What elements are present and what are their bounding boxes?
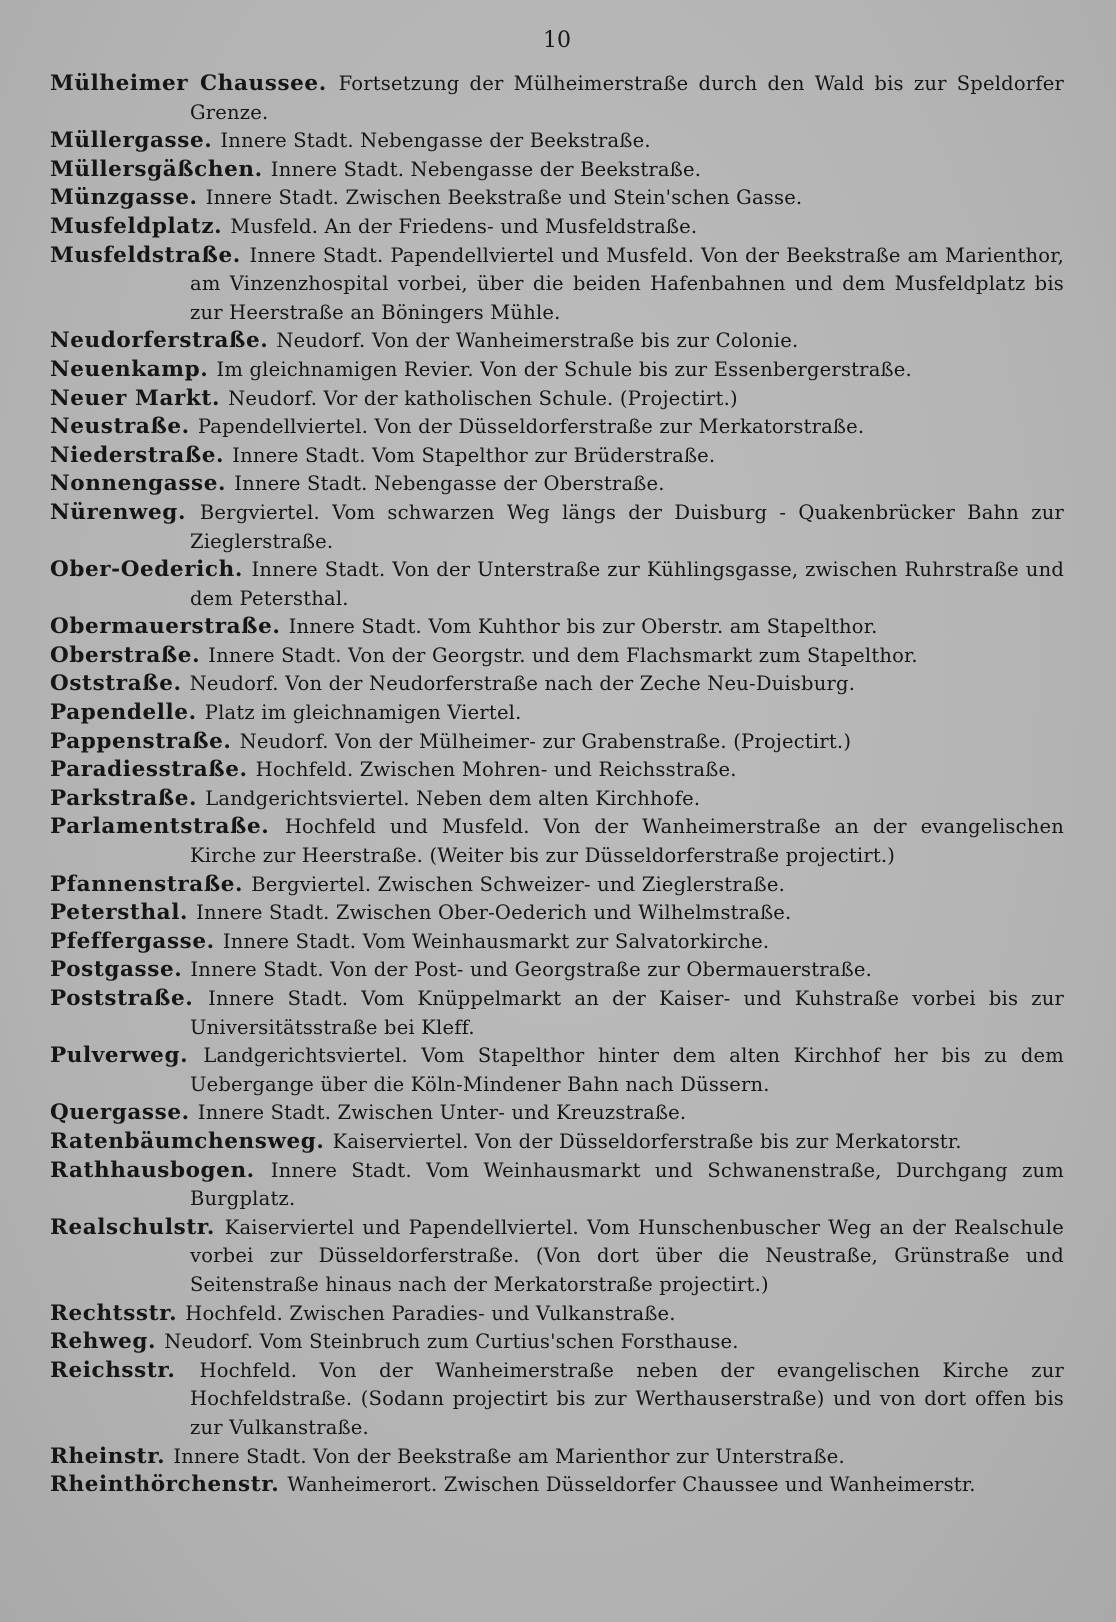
street-description: Innere Stadt. Von der Unterstraße zur Kühlingsgasse, zwischen Ruhrstraße und dem Petersthal. bbox=[190, 558, 1065, 610]
street-description: Innere Stadt. Nebengasse der Beekstraße. bbox=[270, 157, 702, 181]
street-name: Rathhausbogen. bbox=[50, 1157, 255, 1183]
street-name: Neustraße. bbox=[50, 414, 190, 440]
directory-entry bbox=[50, 1042, 1064, 1099]
directory-entry bbox=[50, 413, 1064, 442]
street-description: Innere Stadt. Nebengasse der Beekstraße. bbox=[220, 129, 651, 153]
directory-entry bbox=[50, 184, 1064, 213]
directory-entry bbox=[50, 785, 1064, 814]
directory-entry bbox=[50, 928, 1064, 957]
street-name: Pfeffergasse. bbox=[50, 928, 215, 954]
street-name: Niederstraße. bbox=[50, 442, 225, 468]
street-description: Platz im gleichnamigen Viertel. bbox=[204, 701, 522, 725]
street-name: Obermauerstraße. bbox=[50, 614, 281, 640]
directory-entry bbox=[50, 1128, 1064, 1157]
page-number: 10 bbox=[543, 28, 571, 53]
street-name: Oststraße. bbox=[50, 671, 182, 697]
street-directory-list bbox=[50, 70, 1064, 1500]
directory-entry bbox=[50, 613, 1064, 642]
directory-entry bbox=[50, 127, 1064, 156]
street-description: Neudorf. Von der Neudorferstraße nach der Zeche Neu-Duisburg. bbox=[189, 672, 856, 696]
directory-entry bbox=[50, 1157, 1064, 1214]
directory-entry bbox=[50, 1357, 1064, 1443]
street-description: Innere Stadt. Zwischen Unter- und Kreuzstraße. bbox=[197, 1101, 687, 1125]
street-description: Innere Stadt. Zwischen Beekstraße und Stein'schen Gasse. bbox=[205, 186, 803, 210]
street-name: Rheinthörchenstr. bbox=[50, 1472, 280, 1498]
street-name: Müllergasse. bbox=[50, 128, 213, 154]
street-description: Kaiserviertel. Von der Düsseldorferstraße bis zur Merkatorstr. bbox=[332, 1129, 962, 1153]
street-name: Postgasse. bbox=[50, 957, 183, 983]
directory-entry bbox=[50, 213, 1064, 242]
street-name: Nonnengasse. bbox=[50, 471, 227, 497]
street-name: Rehweg. bbox=[50, 1329, 157, 1355]
street-name: Parlamentstraße. bbox=[50, 814, 270, 840]
street-description: Innere Stadt. Nebengasse der Oberstraße. bbox=[234, 472, 665, 496]
street-name: Pappenstraße. bbox=[50, 728, 232, 754]
directory-entry bbox=[50, 756, 1064, 785]
street-name: Nürenweg. bbox=[50, 499, 187, 525]
directory-entry bbox=[50, 556, 1064, 613]
street-name: Neuenkamp. bbox=[50, 356, 209, 382]
directory-entry bbox=[50, 699, 1064, 728]
street-description: Landgerichtsviertel. Vom Stapelthor hinter dem alten Kirchhof her bis zu dem Uebergange über die Köln-Mindener Bahn nach Düssern. bbox=[190, 1044, 1064, 1096]
street-description: Papendellviertel. Von der Düsseldorferstraße zur Merkatorstraße. bbox=[197, 415, 865, 439]
street-description: Hochfeld und Musfeld. Von der Wanheimerstraße an der evangelischen Kirche zur Heerstraße. (Weiter bis zur Düsseldorferstraße projectirt.) bbox=[190, 815, 1064, 868]
street-name: Parkstraße. bbox=[50, 785, 198, 811]
directory-entry bbox=[50, 1099, 1064, 1128]
directory-entry bbox=[50, 728, 1064, 757]
street-name: Neuer Markt. bbox=[50, 385, 221, 411]
street-name: Musfeldplatz. bbox=[50, 213, 223, 239]
street-name: Quergasse. bbox=[50, 1100, 190, 1126]
directory-entry bbox=[50, 242, 1064, 328]
street-description: Fortsetzung der Mülheimerstraße durch den Wald bis zur Speldorfer Grenze. bbox=[190, 72, 1064, 124]
street-description: Innere Stadt. Vom Weinhausmarkt und Schwanenstraße, Durchgang zum Burgplatz. bbox=[190, 1158, 1064, 1211]
street-description: Musfeld. An der Friedens- und Musfeldstraße. bbox=[230, 214, 698, 238]
street-name: Poststraße. bbox=[50, 986, 194, 1011]
directory-entry bbox=[50, 899, 1064, 928]
street-name: Petersthal. bbox=[50, 900, 189, 926]
street-description: Hochfeld. Von der Wanheimerstraße neben der evangelischen Kirche zur Hochfeldstraße. (Sodann projectirt bis zur Werthauserstraße) und von dort offen bis zur Vulkanstraße. bbox=[190, 1358, 1064, 1439]
directory-entry bbox=[50, 470, 1064, 499]
street-description: Landgerichtsviertel. Neben dem alten Kirchhofe. bbox=[205, 786, 701, 810]
directory-entry bbox=[50, 442, 1064, 471]
street-name: Ratenbäumchensweg. bbox=[50, 1128, 325, 1154]
directory-entry bbox=[50, 1300, 1064, 1329]
street-description: Innere Stadt. Papendellviertel und Musfeld. Von der Beekstraße am Marienthor, am Vinzenzhospital vorbei, über die beiden Hafenbahnen und dem Musfeldplatz bis zur Heerstraße an Böningers Mühle. bbox=[190, 243, 1065, 324]
street-name: Ober-Oederich. bbox=[50, 557, 243, 583]
directory-entry bbox=[50, 956, 1064, 985]
street-description: Bergviertel. Vom schwarzen Weg längs der Duisburg - Quakenbrücker Bahn zur Zieglerstraße. bbox=[190, 500, 1064, 553]
street-name: Paradiesstraße. bbox=[50, 757, 248, 783]
street-name: Pfannenstraße. bbox=[50, 871, 244, 897]
street-name: Mülheimer Chaussee. bbox=[50, 71, 327, 96]
street-name: Neudorferstraße. bbox=[50, 328, 269, 354]
street-name: Rheinstr. bbox=[50, 1443, 166, 1469]
street-description: Neudorf. Von der Mülheimer- zur Grabenstraße. (Projectirt.) bbox=[239, 729, 852, 753]
directory-entry bbox=[50, 871, 1064, 900]
street-description: Innere Stadt. Von der Georgstr. und dem Flachsmarkt zum Stapelthor. bbox=[208, 643, 918, 667]
street-description: Im gleichnamigen Revier. Von der Schule bis zur Essenbergerstraße. bbox=[216, 357, 912, 381]
directory-entry bbox=[50, 813, 1064, 870]
street-description: Bergviertel. Zwischen Schweizer- und Zieglerstraße. bbox=[251, 872, 785, 896]
street-description: Wanheimerort. Zwischen Düsseldorfer Chaussee und Wanheimerstr. bbox=[287, 1473, 976, 1497]
street-description: Innere Stadt. Von der Post- und Georgstraße zur Obermauerstraße. bbox=[190, 958, 872, 982]
street-description: Innere Stadt. Vom Knüppelmarkt an der Kaiser- und Kuhstraße vorbei bis zur Universitätsstraße bei Kleff. bbox=[190, 987, 1064, 1039]
directory-entry bbox=[50, 356, 1064, 385]
street-description: Hochfeld. Zwischen Paradies- und Vulkanstraße. bbox=[185, 1301, 676, 1325]
directory-entry bbox=[50, 1443, 1064, 1472]
street-description: Innere Stadt. Vom Kuhthor bis zur Oberstr. am Stapelthor. bbox=[288, 615, 878, 639]
street-name: Oberstraße. bbox=[50, 642, 201, 668]
street-description: Neudorf. Vor der katholischen Schule. (Projectirt.) bbox=[228, 386, 738, 410]
directory-entry bbox=[50, 385, 1064, 414]
street-description: Hochfeld. Zwischen Mohren- und Reichsstraße. bbox=[255, 758, 737, 782]
street-name: Reichsstr. bbox=[50, 1357, 176, 1383]
street-name: Müllersgäßchen. bbox=[50, 156, 263, 182]
directory-entry bbox=[50, 642, 1064, 671]
street-description: Innere Stadt. Von der Beekstraße am Marienthor zur Unterstraße. bbox=[173, 1444, 845, 1468]
street-name: Münzgasse. bbox=[50, 185, 198, 211]
directory-entry bbox=[50, 327, 1064, 356]
directory-entry bbox=[50, 1214, 1064, 1300]
street-name: Papendelle. bbox=[50, 700, 197, 726]
directory-entry bbox=[50, 70, 1064, 127]
street-description: Neudorf. Von der Wanheimerstraße bis zur Colonie. bbox=[276, 329, 799, 353]
street-description: Innere Stadt. Vom Weinhausmarkt zur Salvatorkirche. bbox=[222, 929, 770, 953]
street-description: Innere Stadt. Vom Stapelthor zur Brüderstraße. bbox=[232, 443, 716, 467]
directory-entry bbox=[50, 1471, 1064, 1500]
street-description: Neudorf. Vom Steinbruch zum Curtius'schen Forsthause. bbox=[164, 1330, 739, 1354]
street-name: Pulverweg. bbox=[50, 1043, 189, 1069]
directory-entry bbox=[50, 499, 1064, 556]
street-name: Realschulstr. bbox=[50, 1214, 215, 1240]
directory-entry bbox=[50, 1328, 1064, 1357]
street-description: Innere Stadt. Zwischen Ober-Oederich und Wilhelmstraße. bbox=[196, 901, 792, 925]
directory-entry bbox=[50, 670, 1064, 699]
directory-entry bbox=[50, 156, 1064, 185]
directory-entry bbox=[50, 985, 1064, 1042]
street-name: Rechtsstr. bbox=[50, 1300, 178, 1326]
street-description: Kaiserviertel und Papendellviertel. Vom Hunschenbuscher Weg an der Realschule vorbei zur Düsseldorferstraße. (Von dort über die Neustraße, Grünstraße und Seitenstraße hinaus nach der Merkatorstraße projectirt.) bbox=[190, 1215, 1064, 1296]
street-name: Musfeldstraße. bbox=[50, 242, 241, 268]
